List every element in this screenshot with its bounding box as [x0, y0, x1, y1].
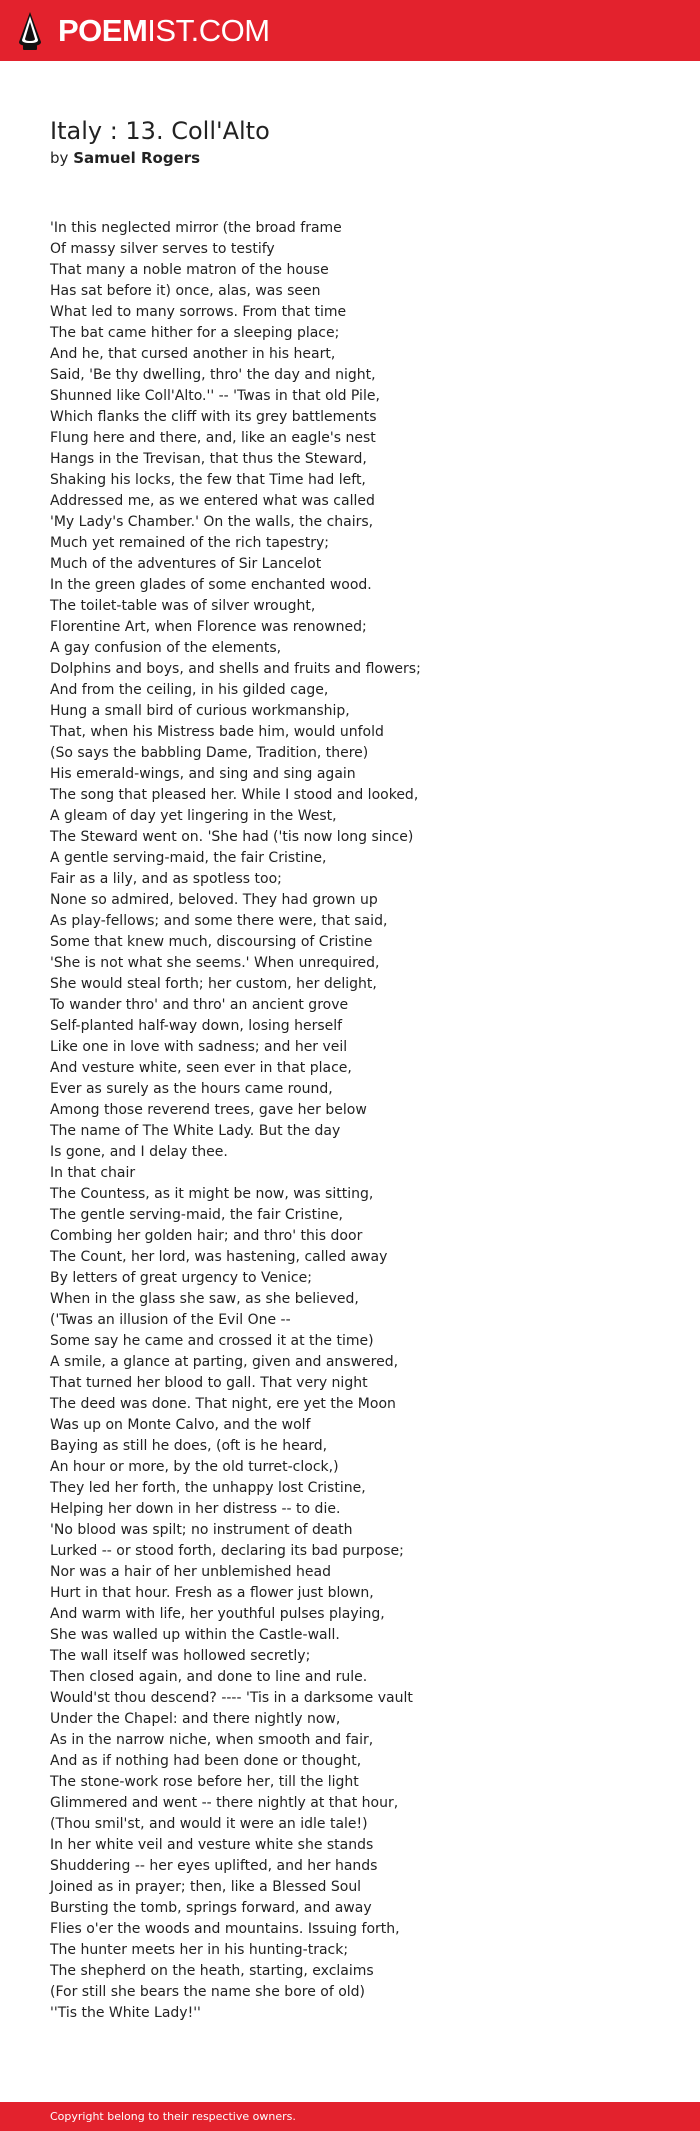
poem-line: Hurt in that hour. Fresh as a flower just blown, [50, 1585, 374, 1601]
poem-line: The bat came hither for a sleeping place; [50, 325, 340, 341]
poem-line: Would'st thou descend? ---- 'Tis in a darksome vault [50, 1690, 413, 1706]
poem-line: To wander thro' and thro' an ancient grove [50, 997, 349, 1013]
poem-line: Like one in love with sadness; and her veil [50, 1039, 348, 1055]
poem-line: 'My Lady's Chamber.' On the walls, the chairs, [50, 514, 374, 530]
poem-line: Some that knew much, discoursing of Cristine [50, 934, 373, 950]
site-logo[interactable] [18, 12, 270, 50]
poem-line: Nor was a hair of her unblemished head [50, 1564, 331, 1580]
poem-line: What led to many sorrows. From that time [50, 304, 347, 320]
by-label: by [50, 149, 69, 167]
poem-line: Baying as still he does, (oft is he heard, [50, 1438, 328, 1454]
poem-line: ('Twas an illusion of the Evil One -- [50, 1312, 291, 1328]
poem-line: Shunned like Coll'Alto.'' -- 'Twas in that old Pile, [50, 388, 380, 404]
poem-line: Glimmered and went -- there nightly at that hour, [50, 1795, 399, 1811]
site-header [0, 0, 700, 61]
poem-line: Shuddering -- her eyes uplifted, and her hands [50, 1858, 378, 1874]
poem-line: His emerald-wings, and sing and sing again [50, 766, 356, 782]
poem-line: The Count, her lord, was hastening, called away [50, 1249, 388, 1265]
poem-line: Bursting the tomb, springs forward, and away [50, 1900, 372, 1916]
poem-line: Helping her down in her distress -- to die. [50, 1501, 341, 1517]
poem-line: (For still she bears the name she bore of old) [50, 1984, 366, 2000]
poem-line: Is gone, and I delay thee. [50, 1144, 228, 1160]
poem-line: Hung a small bird of curious workmanship, [50, 703, 350, 719]
poem-line: And as if nothing had been done or thought, [50, 1753, 362, 1769]
poem-line: Which flanks the cliff with its grey battlements [50, 409, 377, 425]
poem-line: The Steward went on. 'She had ('tis now long since) [50, 829, 414, 845]
poem-body [50, 218, 650, 2024]
poem-line: Flies o'er the woods and mountains. Issuing forth, [50, 1921, 400, 1937]
poem-line: Much of the adventures of Sir Lancelot [50, 556, 322, 572]
poem-line: As in the narrow niche, when smooth and fair, [50, 1732, 374, 1748]
poem-line: Flung here and there, and, like an eagle's nest [50, 430, 376, 446]
poem-line: Hangs in the Trevisan, that thus the Steward, [50, 451, 367, 467]
site-footer [0, 2102, 700, 2131]
poem-line: Said, 'Be thy dwelling, thro' the day and night, [50, 367, 376, 383]
poem-line: The stone-work rose before her, till the light [50, 1774, 359, 1790]
poem-line: That, when his Mistress bade him, would unfold [50, 724, 384, 740]
logo-text-light: IST.COM [147, 13, 270, 48]
poem-line: In that chair [50, 1165, 136, 1181]
poem-line: She was walled up within the Castle-wall. [50, 1627, 340, 1643]
poem-line: As play-fellows; and some there were, that said, [50, 913, 388, 929]
poem-line: And he, that cursed another in his heart, [50, 346, 336, 362]
poem-line: And vesture white, seen ever in that place, [50, 1060, 352, 1076]
poem-line: Fair as a lily, and as spotless too; [50, 871, 282, 887]
poem-line: Much yet remained of the rich tapestry; [50, 535, 329, 551]
poem-line: An hour or more, by the old turret-clock,) [50, 1459, 339, 1475]
poem-line: The name of The White Lady. But the day [50, 1123, 341, 1139]
poem-line: A smile, a glance at parting, given and answered, [50, 1354, 399, 1370]
poem-line: Addressed me, as we entered what was called [50, 493, 375, 509]
poem-line: That turned her blood to gall. That very night [50, 1375, 368, 1391]
poem-line: Florentine Art, when Florence was renowned; [50, 619, 367, 635]
poem-line: 'No blood was spilt; no instrument of death [50, 1522, 353, 1538]
poem-line: A gleam of day yet lingering in the West, [50, 808, 337, 824]
poem-line: Dolphins and boys, and shells and fruits and flowers; [50, 661, 421, 677]
poem-line: The hunter meets her in his hunting-track; [50, 1942, 349, 1958]
pen-nib-icon [18, 12, 42, 50]
poem-line: The gentle serving-maid, the fair Cristine, [50, 1207, 343, 1223]
poem-line: When in the glass she saw, as she believed, [50, 1291, 359, 1307]
logo-text-bold: POEM [58, 13, 148, 48]
poem-line: Of massy silver serves to testify [50, 241, 275, 257]
byline [50, 148, 200, 168]
poem-line: And warm with life, her youthful pulses playing, [50, 1606, 385, 1622]
poem-line: 'She is not what she seems.' When unrequired, [50, 955, 380, 971]
poem-line: The toilet-table was of silver wrought, [50, 598, 316, 614]
poem-title: Italy : 13. Coll'Alto [50, 117, 270, 145]
poem-line: In her white veil and vesture white she stands [50, 1837, 374, 1853]
poem-line: Under the Chapel: and there nightly now, [50, 1711, 341, 1727]
author-name[interactable]: Samuel Rogers [73, 149, 201, 167]
poem-line: 'In this neglected mirror (the broad frame [50, 220, 342, 236]
poem-line: The deed was done. That night, ere yet the Moon [50, 1396, 396, 1412]
poem-line: None so admired, beloved. They had grown up [50, 892, 378, 908]
poem-line: Lurked -- or stood forth, declaring its bad purpose; [50, 1543, 404, 1559]
poem-line: Was up on Monte Calvo, and the wolf [50, 1417, 311, 1433]
poem-line: A gentle serving-maid, the fair Cristine, [50, 850, 327, 866]
poem-line: The wall itself was hollowed secretly; [50, 1648, 311, 1664]
poem-line: Self-planted half-way down, losing herself [50, 1018, 343, 1034]
poem-line: That many a noble matron of the house [50, 262, 329, 278]
copyright-text: Copyright belong to their respective owners. [50, 2110, 296, 2123]
poem-line: The Countess, as it might be now, was sitting, [50, 1186, 374, 1202]
poem-line: Joined as in prayer; then, like a Blessed Soul [50, 1879, 362, 1895]
poem-line: In the green glades of some enchanted wood. [50, 577, 372, 593]
poem-line: Then closed again, and done to line and rule. [50, 1669, 368, 1685]
poem-line: The shepherd on the heath, starting, exclaims [50, 1963, 374, 1979]
poem-line: (Thou smil'st, and would it were an idle tale!) [50, 1816, 368, 1832]
poem-line: Shaking his locks, the few that Time had left, [50, 472, 366, 488]
poem-line: By letters of great urgency to Venice; [50, 1270, 312, 1286]
poem-line: ''Tis the White Lady!'' [50, 2005, 201, 2021]
poem-line: Ever as surely as the hours came round, [50, 1081, 333, 1097]
poem-line: She would steal forth; her custom, her delight, [50, 976, 377, 992]
poem-line: The song that pleased her. While I stood and looked, [50, 787, 419, 803]
poem-line: Some say he came and crossed it at the time) [50, 1333, 374, 1349]
poem-line: Among those reverend trees, gave her below [50, 1102, 367, 1118]
poem-line: (So says the babbling Dame, Tradition, there) [50, 745, 369, 761]
poem-line: Combing her golden hair; and thro' this door [50, 1228, 363, 1244]
poem-line: A gay confusion of the elements, [50, 640, 282, 656]
poem-line: They led her forth, the unhappy lost Cristine, [50, 1480, 366, 1496]
poem-line: And from the ceiling, in his gilded cage, [50, 682, 329, 698]
poem-line: Has sat before it) once, alas, was seen [50, 283, 321, 299]
